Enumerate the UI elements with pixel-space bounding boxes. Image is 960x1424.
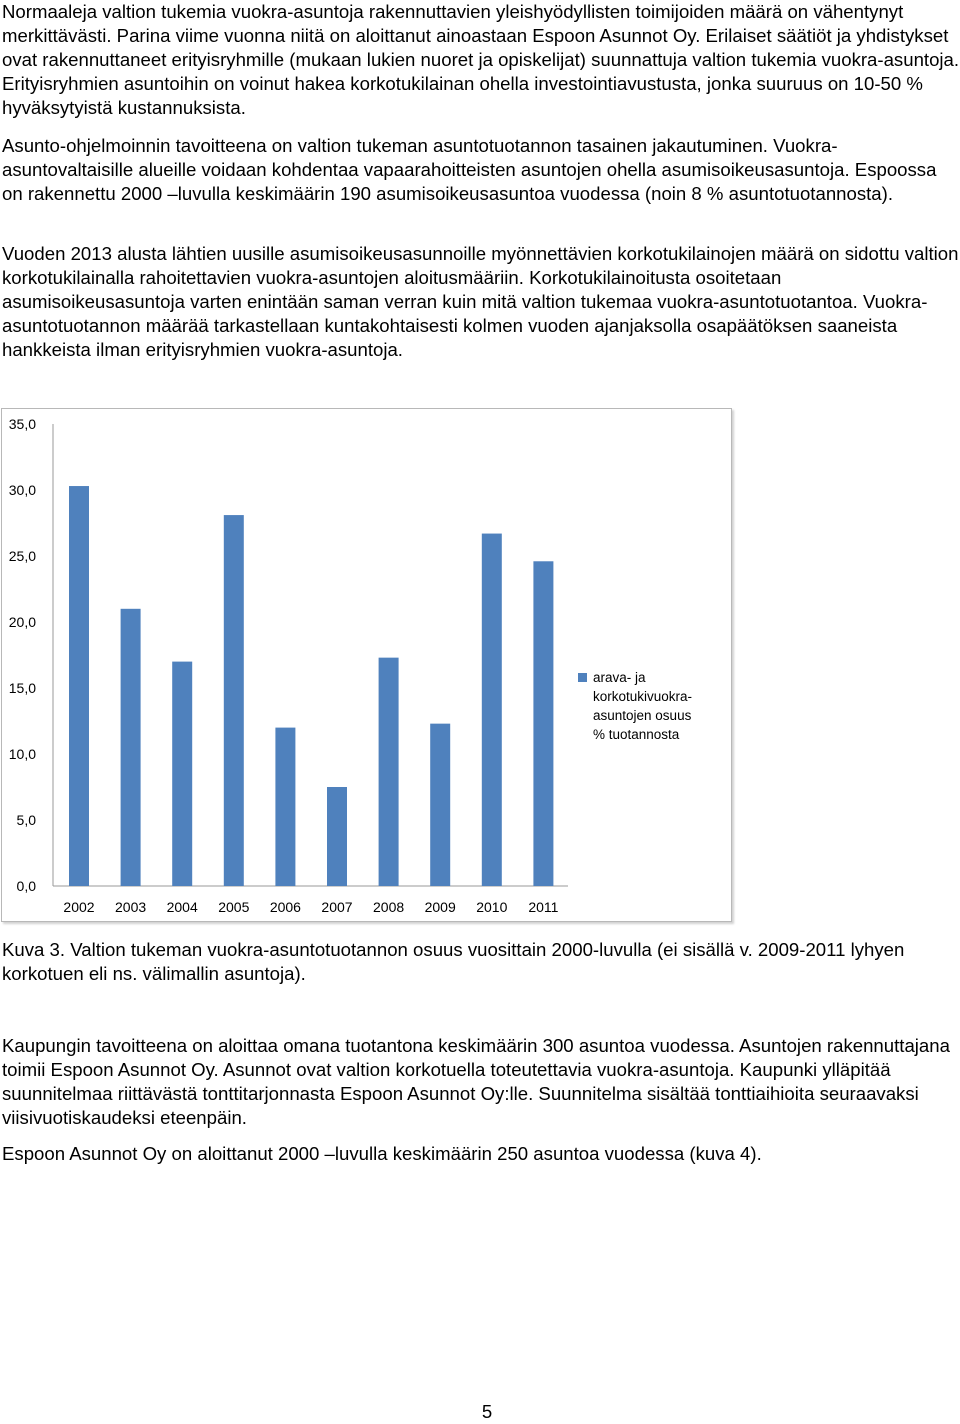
- bar: [482, 534, 502, 886]
- y-tick-label: 35,0: [8, 416, 36, 432]
- bar: [327, 787, 347, 886]
- x-tick-label: 2008: [373, 899, 405, 915]
- x-tick-label: 2004: [166, 899, 198, 915]
- bar: [533, 561, 553, 886]
- y-tick-label: 20,0: [8, 614, 36, 630]
- bar: [224, 515, 244, 886]
- x-tick-label: 2005: [218, 899, 250, 915]
- paragraph-city-production-target: Kaupungin tavoitteena on aloittaa omana tuotantona keskimäärin 300 asuntoa vuodessa. Asuntojen rakennuttajana toimii Espoon Asunnot Oy. Asunnot ovat valtion korkotuella toteutettavia vuokra-asuntoja. Kaupunki ylläpitää suunnitelmaa riittävästä tonttitarjonnasta Espoon Asunnot Oy:lle. Suunnitelma sisältää tonttiaihioita seuraavaksi viisivuotiskaudeksi eteenpäin.: [2, 1035, 950, 1128]
- x-tick-label: 2009: [424, 899, 456, 915]
- legend-label: korkotukivuokra-: [593, 689, 693, 704]
- x-tick-label: 2002: [63, 899, 95, 915]
- legend-label: arava- ja: [593, 670, 646, 685]
- x-tick-label: 2011: [528, 899, 559, 915]
- x-tick-label: 2007: [321, 899, 353, 915]
- rental-share-bar-chart: [1, 408, 732, 922]
- bar: [69, 486, 89, 886]
- y-tick-label: 10,0: [8, 746, 36, 762]
- legend-swatch: [578, 673, 587, 682]
- x-tick-label: 2010: [476, 899, 508, 915]
- x-tick-label: 2006: [269, 899, 301, 915]
- bar: [121, 609, 141, 886]
- chart-canvas: [2, 409, 731, 921]
- y-tick-label: 25,0: [8, 548, 36, 564]
- paragraph-rental-housing-builders: Normaaleja valtion tukemia vuokra-asuntoja rakennuttavien yleishyödyllisten toimijoiden määrä on vähentynyt merkittävästi. Parina viime vuonna niitä on aloittanut ainoastaan Espoon Asunnot Oy. Erilaiset säätiöt ja yhdistykset ovat rakennuttaneet erityisryhmille (mukaan lukien nuoret ja opiskelijat) suunnattuja valtion tukemia vuokra-asuntoja. Erityisryhmien asuntoihin on voinut hakea korkotukilainan ohella investointiavustusta, jonka suuruus on 10-50 % hyväksytyistä kustannuksista.: [2, 1, 960, 118]
- paragraph-interest-subsidy-loans: Vuoden 2013 alusta lähtien uusille asumisoikeusasunnoille myönnettävien korkotukilainojen määrä on sidottu valtion korkotukilainalla rahoitettavien vuokra-asuntojen aloitusmääriin. Korkotukilainoitusta osoitetaan asumisoikeusasuntoja varten enintään saman verran kuin mitä valtion tukemaa vuokra-asuntotuotantoa. Vuokra-asuntotuotannon määrää tarkastellaan kuntakohtaisesti kolmen vuoden ajanjaksolla osapäätöksen saaneista hankkeista ilman erityisryhmien vuokra-asuntoja.: [2, 243, 959, 360]
- legend-label: asuntojen osuus: [593, 708, 692, 723]
- bar: [275, 728, 295, 886]
- y-tick-label: 30,0: [8, 482, 36, 498]
- y-tick-label: 0,0: [16, 878, 36, 894]
- legend-label: % tuotannosta: [593, 727, 680, 742]
- figure-caption: Kuva 3. Valtion tukeman vuokra-asuntotuotannon osuus vuosittain 2000-luvulla (ei sisällä v. 2009-2011 lyhyen korkotuen eli ns. välimallin asuntoja).: [2, 939, 905, 984]
- paragraph-housing-programming: Asunto-ohjelmoinnin tavoitteena on valtion tukeman asuntotuotannon tasainen jakautuminen. Vuokra-asuntovaltaisille alueille voidaan kohdentaa vapaarahoitteisten asuntojen ohella asumisoikeusasuntoja. Espoossa on rakennettu 2000 –luvulla keskimäärin 190 asumisoikeusasuntoa vuodessa (noin 8 % asuntotuotannosta).: [2, 135, 937, 204]
- bar: [172, 662, 192, 886]
- y-tick-label: 15,0: [8, 680, 36, 696]
- bar: [430, 724, 450, 886]
- bar: [379, 658, 399, 886]
- paragraph-espoon-asunnot-average: Espoon Asunnot Oy on aloittanut 2000 –luvulla keskimäärin 250 asuntoa vuodessa (kuva 4).: [2, 1143, 762, 1164]
- x-tick-label: 2003: [115, 899, 147, 915]
- y-tick-label: 5,0: [16, 812, 36, 828]
- page-number: 5: [481, 1401, 493, 1422]
